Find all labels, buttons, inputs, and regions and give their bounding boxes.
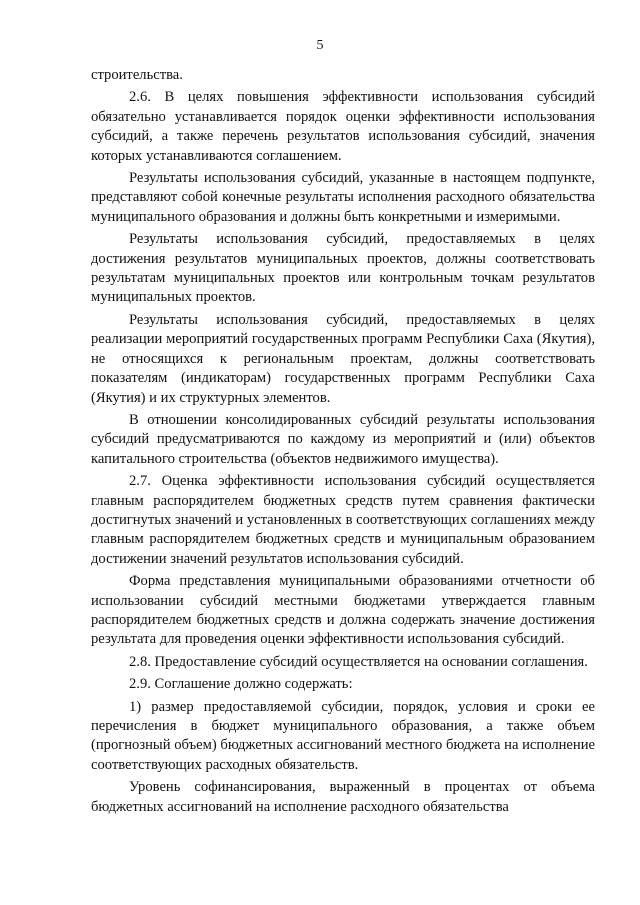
paragraph-2-8: 2.8. Предоставление субсидий осуществляется на основании соглашения.	[129, 653, 588, 670]
paragraph-results-state-programs: Результаты использования субсидий, предоставляемых в целях реализации мероприятий государственных программ Республики Саха (Якутия), не относящихся к региональным проектам, должны соответствовать показателям (индикаторам) государственных программ Республики Саха (Якутия) и их структурных элементов.	[91, 311, 595, 406]
paragraph-results-final: Результаты использования субсидий, указанные в настоящем подпункте, представляют собой конечные результаты исполнения расходного обязательства муниципального образования и должны быть конкретными и измеримыми.	[91, 170, 595, 225]
paragraph-results-municipal-projects: Результаты использования субсидий, предоставляемых в целях достижения результатов муниципальных проектов, должны соответствовать результатам муниципальных проектов или контрольным точкам результатов муниципальных проектов.	[91, 231, 595, 306]
paragraph-2-9: 2.9. Соглашение должно содержать:	[129, 676, 353, 693]
paragraph-consolidated-subsidies: В отношении консолидированных субсидий результаты использования субсидий предусматриваются по каждому из мероприятий и (или) объектов капитального строительства (объектов недвижимого имущества).	[91, 411, 595, 467]
page-number: 5	[316, 38, 324, 53]
paragraph-2-6: 2.6. В целях повышения эффективности использования субсидий обязательно устанавливается порядок оценки эффективности использования субсидий, а также перечень результатов использования субсидий, значения которых устанавливаются соглашением.	[91, 89, 595, 164]
document-body	[91, 66, 595, 820]
paragraph-2-7: 2.7. Оценка эффективности использования субсидий осуществляется главным распорядителем бюджетных средств путем сравнения фактически достигнутых значений и установленных в соответствующих соглашениях между главным распорядителем бюджетных средств и муниципальным образованием достижении значений результатов использования субсидий.	[91, 473, 595, 567]
paragraph-cofinancing-level: Уровень софинансирования, выраженный в процентах от объема бюджетных ассигнований на исполнение расходного обязательства	[91, 779, 595, 815]
paragraph-item-1: 1) размер предоставляемой субсидии, порядок, условия и сроки ее перечисления в бюджет муниципального образования, а также объем (прогнозный объем) бюджетных ассигнований местного бюджета на исполнение соответствующих расходных обязательств.	[91, 698, 595, 773]
paragraph-reporting-form: Форма представления муниципальными образованиями отчетности об использовании субсидий местными бюджетами утверждается главным распорядителем бюджетных средств и должна содержать значение достижения результата для проведения оценки эффективности использования субсидий.	[91, 573, 595, 648]
paragraph-construction-end: строительства.	[91, 67, 183, 83]
